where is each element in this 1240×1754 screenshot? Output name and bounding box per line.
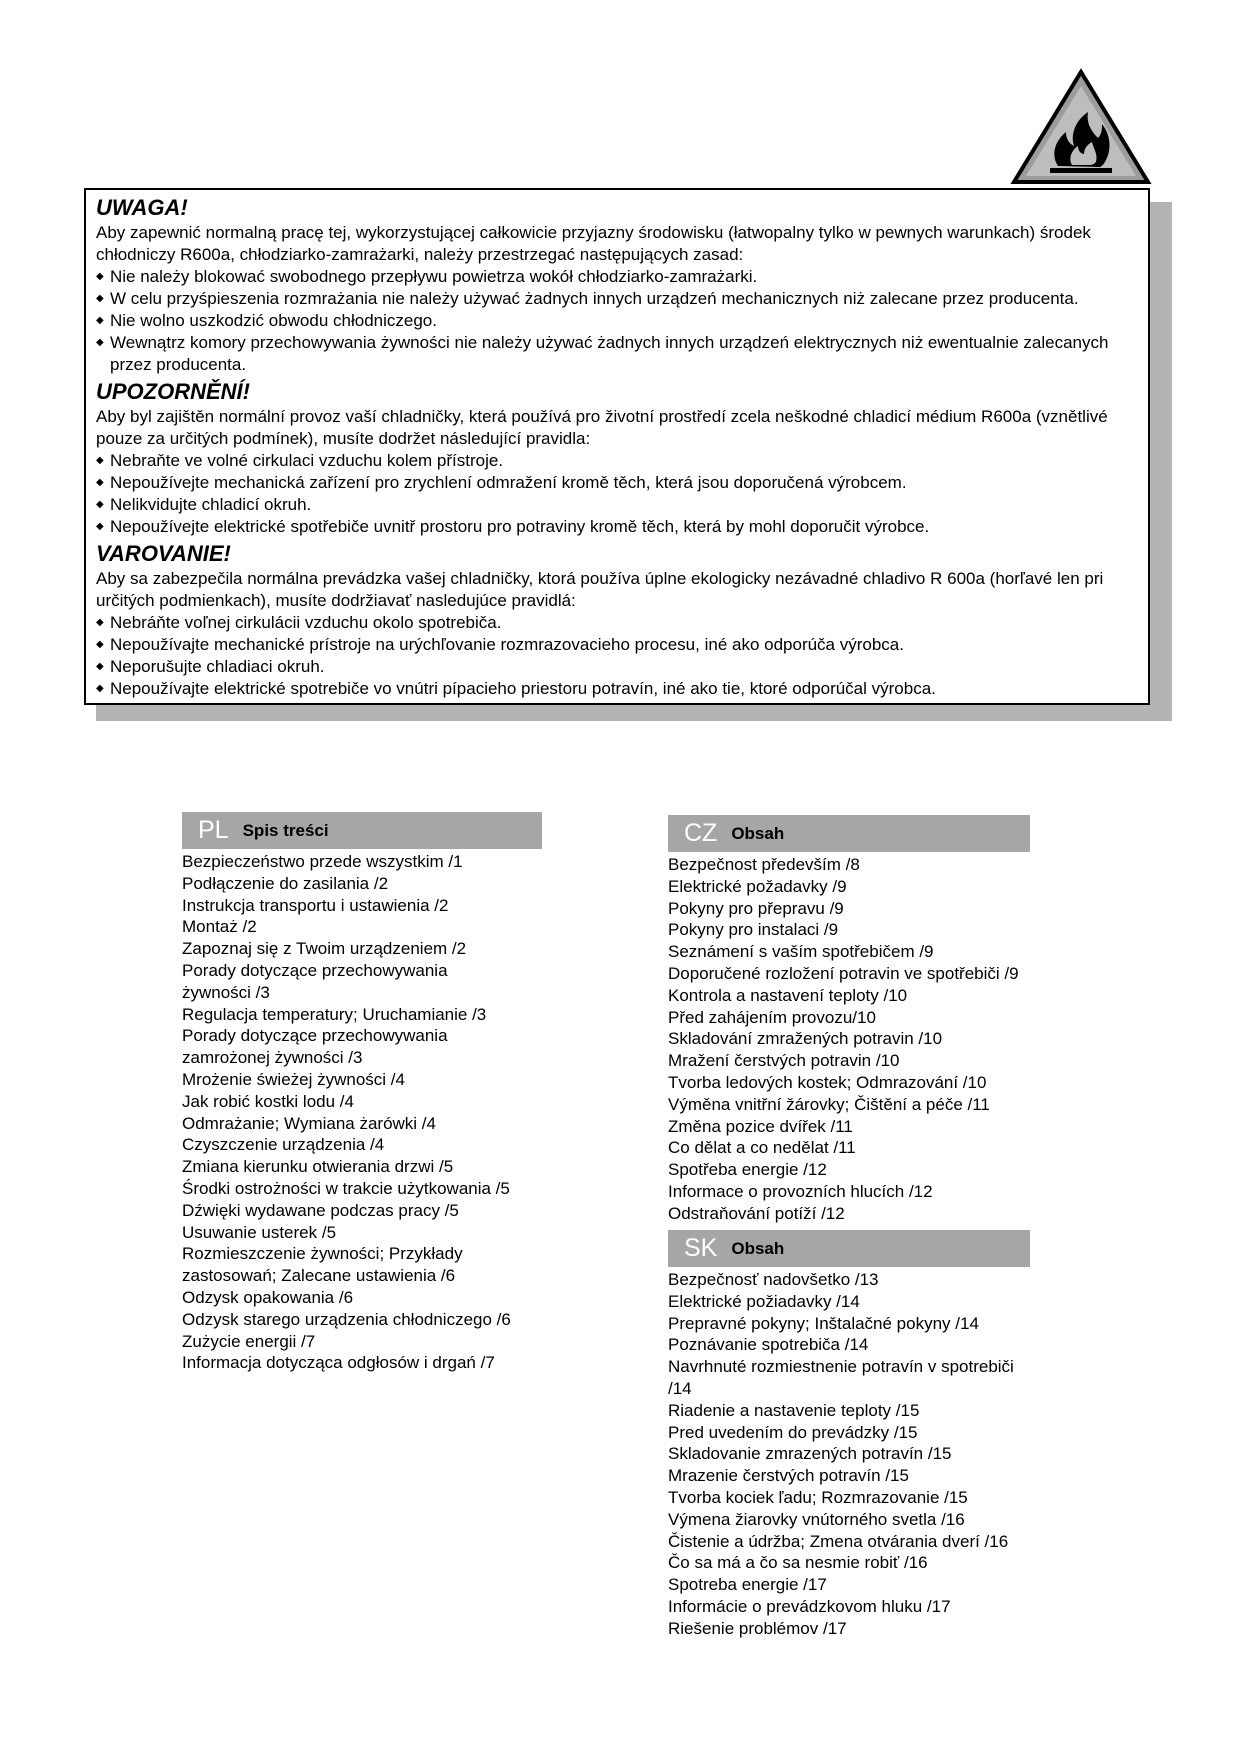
- notice-list: [96, 612, 1140, 700]
- toc-entry: Pokyny pro instalaci /9: [668, 920, 839, 940]
- notice-list-item: ◆ Nelikvidujte chladicí okruh.: [96, 494, 1140, 516]
- toc-entry: Tvorba kociek ľadu; Rozmrazovanie /15: [668, 1487, 968, 1507]
- toc-entry: Spotřeba energie /12: [668, 1160, 827, 1180]
- toc-entry: Czyszczenie urządzenia /4: [182, 1135, 385, 1155]
- toc-entry: Montaż /2: [182, 917, 257, 937]
- toc-entry: Výměna vnitřní žárovky; Čištění a péče /11: [668, 1094, 990, 1114]
- safety-notice-box: [84, 188, 1150, 705]
- toc-entry: Před zahájením provozu/10: [668, 1007, 876, 1027]
- toc-entry: Tvorba ledových kostek; Odmrazování /10: [668, 1072, 987, 1092]
- notice-list-item: ◆ Wewnątrz komory przechowywania żywności nie należy używać żadnych innych urządzeń elektrycznych niż ewentualnie zalecanych przez producenta.: [96, 332, 1140, 376]
- toc-entry: Čo sa má a čo sa nesmie robiť /16: [668, 1553, 928, 1573]
- language-code: SK: [684, 1233, 718, 1262]
- toc-entry: Jak robić kostki lodu /4: [182, 1091, 354, 1111]
- toc-entry: Usuwanie usterek /5: [182, 1222, 337, 1242]
- notice-intro: Aby sa zabezpečila normálna prevádzka vašej chladničky, ktorá používa úplne ekologicky nezávadné chladivo R 600a (horľavé len pri určitých podmienkach), musíte dodržiavať nasledujúce pravidlá:: [96, 569, 1104, 610]
- toc-entry: Zużycie energii /7: [182, 1331, 316, 1351]
- toc-entry: Pred uvedením do prevádzky /15: [668, 1422, 918, 1442]
- toc-entry: Instrukcja transportu i ustawienia /2: [182, 895, 449, 915]
- toc-list: [668, 854, 1030, 1225]
- notice-heading: VAROVANIE!: [96, 541, 231, 566]
- toc-entry: Výmena žiarovky vnútorného svetla /16: [668, 1509, 965, 1529]
- toc-entry: Bezpieczeństwo przede wszystkim /1: [182, 852, 463, 871]
- toc-title: Obsah: [731, 1238, 785, 1258]
- notice-list-item: ◆ Nebráňte voľnej cirkulácii vzduchu okolo spotrebiča.: [96, 612, 1140, 634]
- toc-entry: Porady dotyczące przechowywania: [182, 960, 448, 980]
- toc-header: [182, 812, 542, 849]
- notice-section-sk: [96, 540, 1140, 700]
- toc-entry: Mražení čerstvých potravin /10: [668, 1051, 900, 1071]
- toc-header: [668, 815, 1030, 852]
- toc-entry: Elektrické požadavky /9: [668, 876, 847, 896]
- notice-heading: UPOZORNĚNÍ!: [96, 379, 250, 404]
- notice-list: [96, 450, 1140, 538]
- notice-intro: Aby byl zajištěn normální provoz vaší chladničky, která používá pro životní prostředí zcela neškodné chladicí médium R600a (vznětlivé pouze za určitých podmínek), musíte dodržet následující pravidla:: [96, 407, 1108, 448]
- toc-entry: Informace o provozních hlucích /12: [668, 1181, 933, 1201]
- notice-list-item: ◆ Nie należy blokować swobodnego przepływu powietrza wokół chłodziarko-zamrażarki.: [96, 266, 1140, 288]
- toc-entry: Pokyny pro přepravu /9: [668, 898, 844, 918]
- language-code: CZ: [684, 818, 718, 847]
- language-code: PL: [198, 815, 229, 844]
- toc-entry: Dźwięki wydawane podczas pracy /5: [182, 1200, 459, 1220]
- toc-entry: Porady dotyczące przechowywania: [182, 1026, 448, 1046]
- notice-list-item: ◆ Nepoužívejte elektrické spotřebiče uvnitř prostoru pro potraviny kromě těch, která by mohl doporučit výrobce.: [96, 516, 1140, 538]
- toc-entry: Regulacja temperatury; Uruchamianie /3: [182, 1004, 487, 1024]
- toc-entry: Bezpečnost především /8: [668, 855, 860, 874]
- toc-list: [668, 1269, 1030, 1640]
- toc-entry: Riadenie a nastavenie teploty /15: [668, 1400, 920, 1420]
- toc-sk: [668, 1230, 1030, 1640]
- toc-entry: Elektrické požiadavky /14: [668, 1291, 860, 1311]
- toc-entry: Spotreba energie /17: [668, 1575, 827, 1595]
- toc-title: Spis treści: [242, 820, 329, 840]
- toc-entry: Kontrola a nastavení teploty /10: [668, 985, 908, 1005]
- toc-header: [668, 1230, 1030, 1267]
- toc-entry: Skladovanie zmrazených potravín /15: [668, 1444, 952, 1464]
- toc-entry: Środki ostrożności w trakcie użytkowania /5: [182, 1178, 510, 1198]
- notice-list: [96, 266, 1140, 376]
- toc-cz: [668, 815, 1030, 1225]
- toc-entry: Co dělat a co nedělat /11: [668, 1138, 856, 1158]
- toc-pl: [182, 812, 542, 1374]
- notice-heading: UWAGA!: [96, 195, 188, 220]
- flammable-hazard-icon: [1010, 68, 1152, 186]
- notice-list-item: ◆ Nie wolno uszkodzić obwodu chłodniczego.: [96, 310, 1140, 332]
- notice-list-item: ◆ Nepoužívajte mechanické prístroje na urýchľovanie rozmrazovacieho procesu, iné ako odporúča výrobca.: [96, 634, 1140, 656]
- toc-entry: zastosowań; Zalecane ustawienia /6: [182, 1266, 456, 1286]
- toc-entry: Čistenie a údržba; Zmena otvárania dverí /16: [668, 1531, 1009, 1551]
- toc-title: Obsah: [731, 823, 785, 843]
- toc-entry: Zapoznaj się z Twoim urządzeniem /2: [182, 939, 467, 959]
- toc-entry: Odzysk opakowania /6: [182, 1287, 354, 1307]
- toc-entry: Mrazenie čerstvých potravín /15: [668, 1466, 909, 1486]
- notice-list-item: ◆ W celu przyśpieszenia rozmrażania nie należy używać żadnych innych urządzeń mechanicznych niż zalecane przez producenta.: [96, 288, 1140, 310]
- notice-list-item: ◆ Nepoužívejte mechanická zařízení pro zrychlení odmražení kromě těch, která jsou doporučená výrobcem.: [96, 472, 1140, 494]
- toc-entry: Poznávanie spotrebiča /14: [668, 1335, 869, 1355]
- toc-entry: Skladování zmražených potravin /10: [668, 1029, 943, 1049]
- notice-list-item: ◆ Nebraňte ve volné cirkulaci vzduchu kolem přístroje.: [96, 450, 1140, 472]
- toc-entry: Seznámení s vaším spotřebičem /9: [668, 942, 934, 962]
- toc-entry: zamrożonej żywności /3: [182, 1048, 363, 1068]
- toc-entry: Odzysk starego urządzenia chłodniczego /6: [182, 1309, 511, 1329]
- toc-entry: Riešenie problémov /17: [668, 1618, 847, 1638]
- notice-section-pl: [96, 194, 1140, 376]
- toc-entry: Rozmieszczenie żywności; Przykłady: [182, 1244, 463, 1264]
- toc-list: [182, 851, 542, 1374]
- toc-entry: żywności /3: [182, 982, 270, 1002]
- toc-entry: Prepravné pokyny; Inštalačné pokyny /14: [668, 1313, 979, 1333]
- notice-list-item: ◆ Neporušujte chladiaci okruh.: [96, 656, 1140, 678]
- toc-entry: Odmrażanie; Wymiana żarówki /4: [182, 1113, 436, 1133]
- toc-entry: Mrożenie świeżej żywności /4: [182, 1069, 405, 1089]
- toc-entry: Odstraňování potíží /12: [668, 1203, 845, 1223]
- toc-entry: Změna pozice dvířek /11: [668, 1116, 853, 1136]
- toc-entry: Bezpečnosť nadovšetko /13: [668, 1270, 879, 1289]
- toc-entry: Informacja dotycząca odgłosów i drgań /7: [182, 1353, 495, 1373]
- toc-entry: Zmiana kierunku otwierania drzwi /5: [182, 1157, 454, 1177]
- notice-section-cz: [96, 378, 1140, 538]
- toc-entry: Informácie o prevádzkovom hluku /17: [668, 1596, 951, 1616]
- notice-intro: Aby zapewnić normalną pracę tej, wykorzystującej całkowicie przyjazny środowisku (łatwopalny tylko w pewnych warunkach) środek chłodniczy R600a, chłodziarko-zamrażarki, należy przestrzegać następujących zasad:: [96, 223, 1091, 264]
- toc-entry: Navrhnuté rozmiestnenie potravín v spotrebiči /14: [668, 1357, 1014, 1398]
- toc-entry: Doporučené rozložení potravin ve spotřebiči /9: [668, 963, 1019, 983]
- toc-entry: Podłączenie do zasilania /2: [182, 873, 389, 893]
- notice-list-item: ◆ Nepoužívajte elektrické spotrebiče vo vnútri pípacieho priestoru potravín, iné ako tie, ktoré odporúčal výrobca.: [96, 678, 1140, 700]
